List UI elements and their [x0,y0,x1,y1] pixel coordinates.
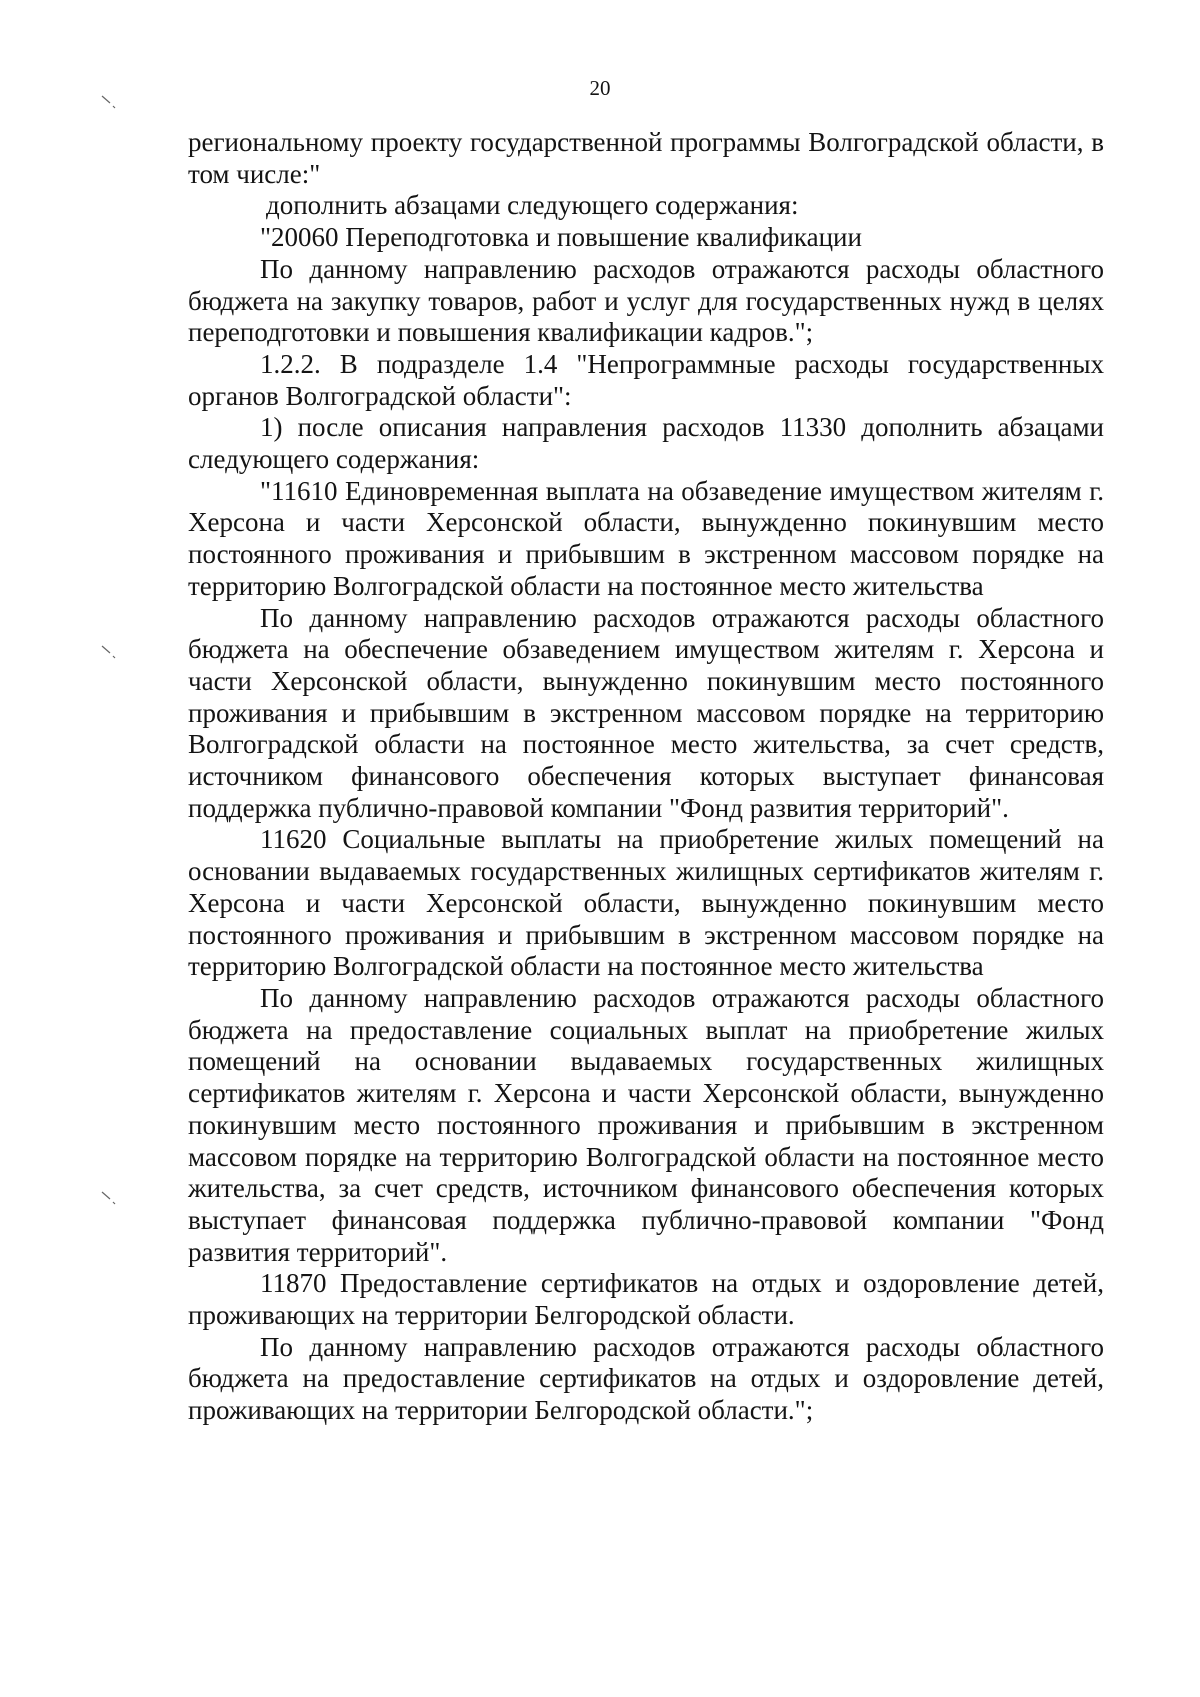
scan-mark-3 [101,1191,119,1205]
scan-mark-2 [101,645,119,659]
page-number: 20 [589,76,611,100]
paragraph-supplement-instruction: дополнить абзацами следующего содержания: [266,190,799,221]
scan-mark-1 [101,95,119,109]
paragraph-code-11620: 11620 Социальные выплаты на приобретение жилых помещений на основании выдаваемых государственных жилищных сертификатов жителям г. Херсона и части Херсонской области, вынужденно покинувшим место постоянного проживания и прибывшим в экстренном массовом порядке на территорию Волгоградской области на постоянное место жительства [188,824,1104,982]
paragraph-11610-description: По данному направлению расходов отражаются расходы областного бюджета на обеспечение обзаведением имуществом жителям г. Херсона и части Херсонской области, вынужденно покинувшим место постоянного проживания и прибывшим в экстренном массовом порядке на территорию Волгоградской области на постоянное место жительства, за счет средств, источником финансового обеспечения которых выступает финансовая поддержка публично-правовой компании "Фонд развития территорий". [188,602,1104,823]
paragraph-11870-description: По данному направлению расходов отражаются расходы областного бюджета на предоставление сертификатов на отдых и оздоровление детей, проживающих на территории Белгородской области."; [188,1331,1104,1426]
paragraph-code-11870: 11870 Предоставление сертификатов на отдых и оздоровление детей, проживающих на территории Белгородской области. [188,1268,1104,1331]
paragraph-code-20060: "20060 Переподготовка и повышение квалификации [260,222,862,253]
paragraph-subsection-1-2-2: 1.2.2. В подразделе 1.4 "Непрограммные расходы государственных органов Волгоградской области": [188,348,1104,411]
paragraph-code-11610: "11610 Единовременная выплата на обзаведение имуществом жителям г. Херсона и части Херсонской области, вынужденно покинувшим место постоянного проживания и прибывшим в экстренном массовом порядке на территорию Волгоградской области на постоянное место жительства [188,475,1104,601]
paragraph-regional-project: региональному проекту государственной программы Волгоградской области, в том числе:" [188,127,1104,189]
paragraph-item-1: 1) после описания направления расходов 11330 дополнить абзацами следующего содержания: [188,412,1104,475]
paragraph-11620-description: По данному направлению расходов отражаются расходы областного бюджета на предоставление социальных выплат на приобретение жилых помещений на основании выдаваемых государственных жилищных сертификатов жителям г. Херсона и части Херсонской области, вынужденно покинувшим место постоянного проживания и прибывшим в экстренном массовом порядке на территорию Волгоградской области на постоянное место жительства, за счет средств, источником финансового обеспечения которых выступает финансовая поддержка публично-правовой компании "Фонд развития территорий". [188,982,1104,1267]
document-body [188,127,1104,1427]
paragraph-20060-description: По данному направлению расходов отражаются расходы областного бюджета на закупку товаров, работ и услуг для государственных нужд в целях переподготовки и повышения квалификации кадров."; [188,253,1104,348]
